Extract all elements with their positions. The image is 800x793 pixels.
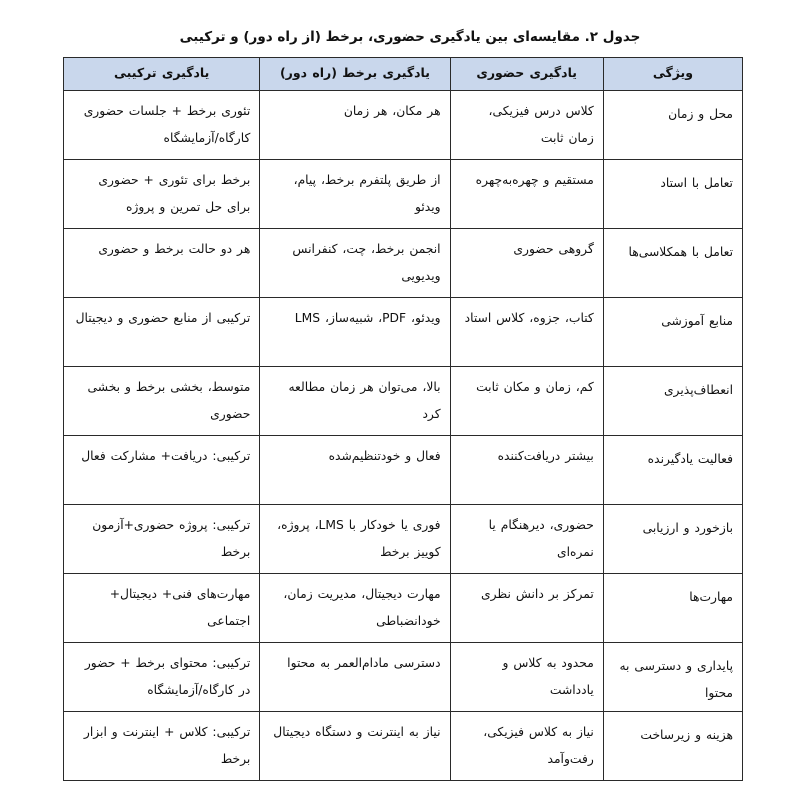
cell-blended: متوسط، بخشی برخط و بخشی حضوری bbox=[64, 367, 260, 436]
cell-online: فعال و خودتنظیم‌شده bbox=[260, 436, 450, 505]
cell-inperson: گروهی حضوری bbox=[450, 229, 603, 298]
cell-feature: مهارت‌ها bbox=[603, 574, 742, 643]
cell-blended: ترکیبی: محتوای برخط + حضور در کارگاه/آزمایشگاه bbox=[64, 643, 260, 712]
cell-feature: بازخورد و ارزیابی bbox=[603, 505, 742, 574]
table-row bbox=[64, 436, 743, 505]
cell-inperson: حضوری، دیرهنگام یا نمره‌ای bbox=[450, 505, 603, 574]
cell-feature: فعالیت یادگیرنده bbox=[603, 436, 742, 505]
cell-blended: برخط برای تئوری + حضوری برای حل تمرین و پروژه bbox=[64, 160, 260, 229]
table-header-row bbox=[64, 58, 743, 91]
header-blended-learning: یادگیری ترکیبی bbox=[64, 58, 260, 91]
cell-feature: پایداری و دسترسی به محتوا bbox=[603, 643, 742, 712]
cell-inperson: نیاز به کلاس فیزیکی، رفت‌وآمد bbox=[450, 712, 603, 781]
table-row bbox=[64, 298, 743, 367]
cell-online: هر مکان، هر زمان bbox=[260, 91, 450, 160]
table-row bbox=[64, 643, 743, 712]
cell-online: فوری یا خودکار با LMS، پروژه، کوییز برخط bbox=[260, 505, 450, 574]
cell-inperson: کتاب، جزوه، کلاس استاد bbox=[450, 298, 603, 367]
table-row bbox=[64, 574, 743, 643]
cell-blended: مهارت‌های فنی+ دیجیتال+ اجتماعی bbox=[64, 574, 260, 643]
table-row bbox=[64, 367, 743, 436]
cell-blended: هر دو حالت برخط و حضوری bbox=[64, 229, 260, 298]
cell-online: نیاز به اینترنت و دستگاه دیجیتال bbox=[260, 712, 450, 781]
cell-online: ویدئو، PDF، شبیه‌ساز، LMS bbox=[260, 298, 450, 367]
cell-inperson: تمرکز بر دانش نظری bbox=[450, 574, 603, 643]
cell-inperson: مستقیم و چهره‌به‌چهره bbox=[450, 160, 603, 229]
cell-blended: ترکیبی: پروژه حضوری+آزمون برخط bbox=[64, 505, 260, 574]
cell-blended: ترکیبی: دریافت+ مشارکت فعال bbox=[64, 436, 260, 505]
cell-blended: ترکیبی: کلاس + اینترنت و ابزار برخط bbox=[64, 712, 260, 781]
cell-inperson: کلاس درس فیزیکی، زمان ثابت bbox=[450, 91, 603, 160]
cell-feature: تعامل با استاد bbox=[603, 160, 742, 229]
cell-blended: ترکیبی از منابع حضوری و دیجیتال bbox=[64, 298, 260, 367]
header-inperson-learning: یادگیری حضوری bbox=[450, 58, 603, 91]
cell-online: دسترسی مادام‌العمر به محتوا bbox=[260, 643, 450, 712]
table-row bbox=[64, 91, 743, 160]
table-caption: جدول ۲. مقایسه‌ای بین یادگیری حضوری، برخط (از راه دور) و ترکیبی bbox=[179, 29, 641, 45]
header-feature: ویژگی bbox=[603, 58, 742, 91]
comparison-table bbox=[63, 57, 743, 781]
cell-blended: تئوری برخط + جلسات حضوری کارگاه/آزمایشگاه bbox=[64, 91, 260, 160]
header-online-learning: یادگیری برخط (راه دور) bbox=[260, 58, 450, 91]
cell-feature: محل و زمان bbox=[603, 91, 742, 160]
cell-inperson: کم، زمان و مکان ثابت bbox=[450, 367, 603, 436]
cell-online: مهارت دیجیتال، مدیریت زمان، خودانضباطی bbox=[260, 574, 450, 643]
cell-online: انجمن برخط، چت، کنفرانس ویدیویی bbox=[260, 229, 450, 298]
cell-feature: منابع آموزشی bbox=[603, 298, 742, 367]
cell-feature: هزینه و زیرساخت bbox=[603, 712, 742, 781]
cell-online: از طریق پلتفرم برخط، پیام، ویدئو bbox=[260, 160, 450, 229]
cell-inperson: محدود به کلاس و یادداشت bbox=[450, 643, 603, 712]
cell-feature: تعامل با همکلاسی‌ها bbox=[603, 229, 742, 298]
cell-feature: انعطاف‌پذیری bbox=[603, 367, 742, 436]
table-row bbox=[64, 160, 743, 229]
table-row bbox=[64, 712, 743, 781]
cell-online: بالا، می‌توان هر زمان مطالعه کرد bbox=[260, 367, 450, 436]
table-row bbox=[64, 505, 743, 574]
table-row bbox=[64, 229, 743, 298]
cell-inperson: بیشتر دریافت‌کننده bbox=[450, 436, 603, 505]
